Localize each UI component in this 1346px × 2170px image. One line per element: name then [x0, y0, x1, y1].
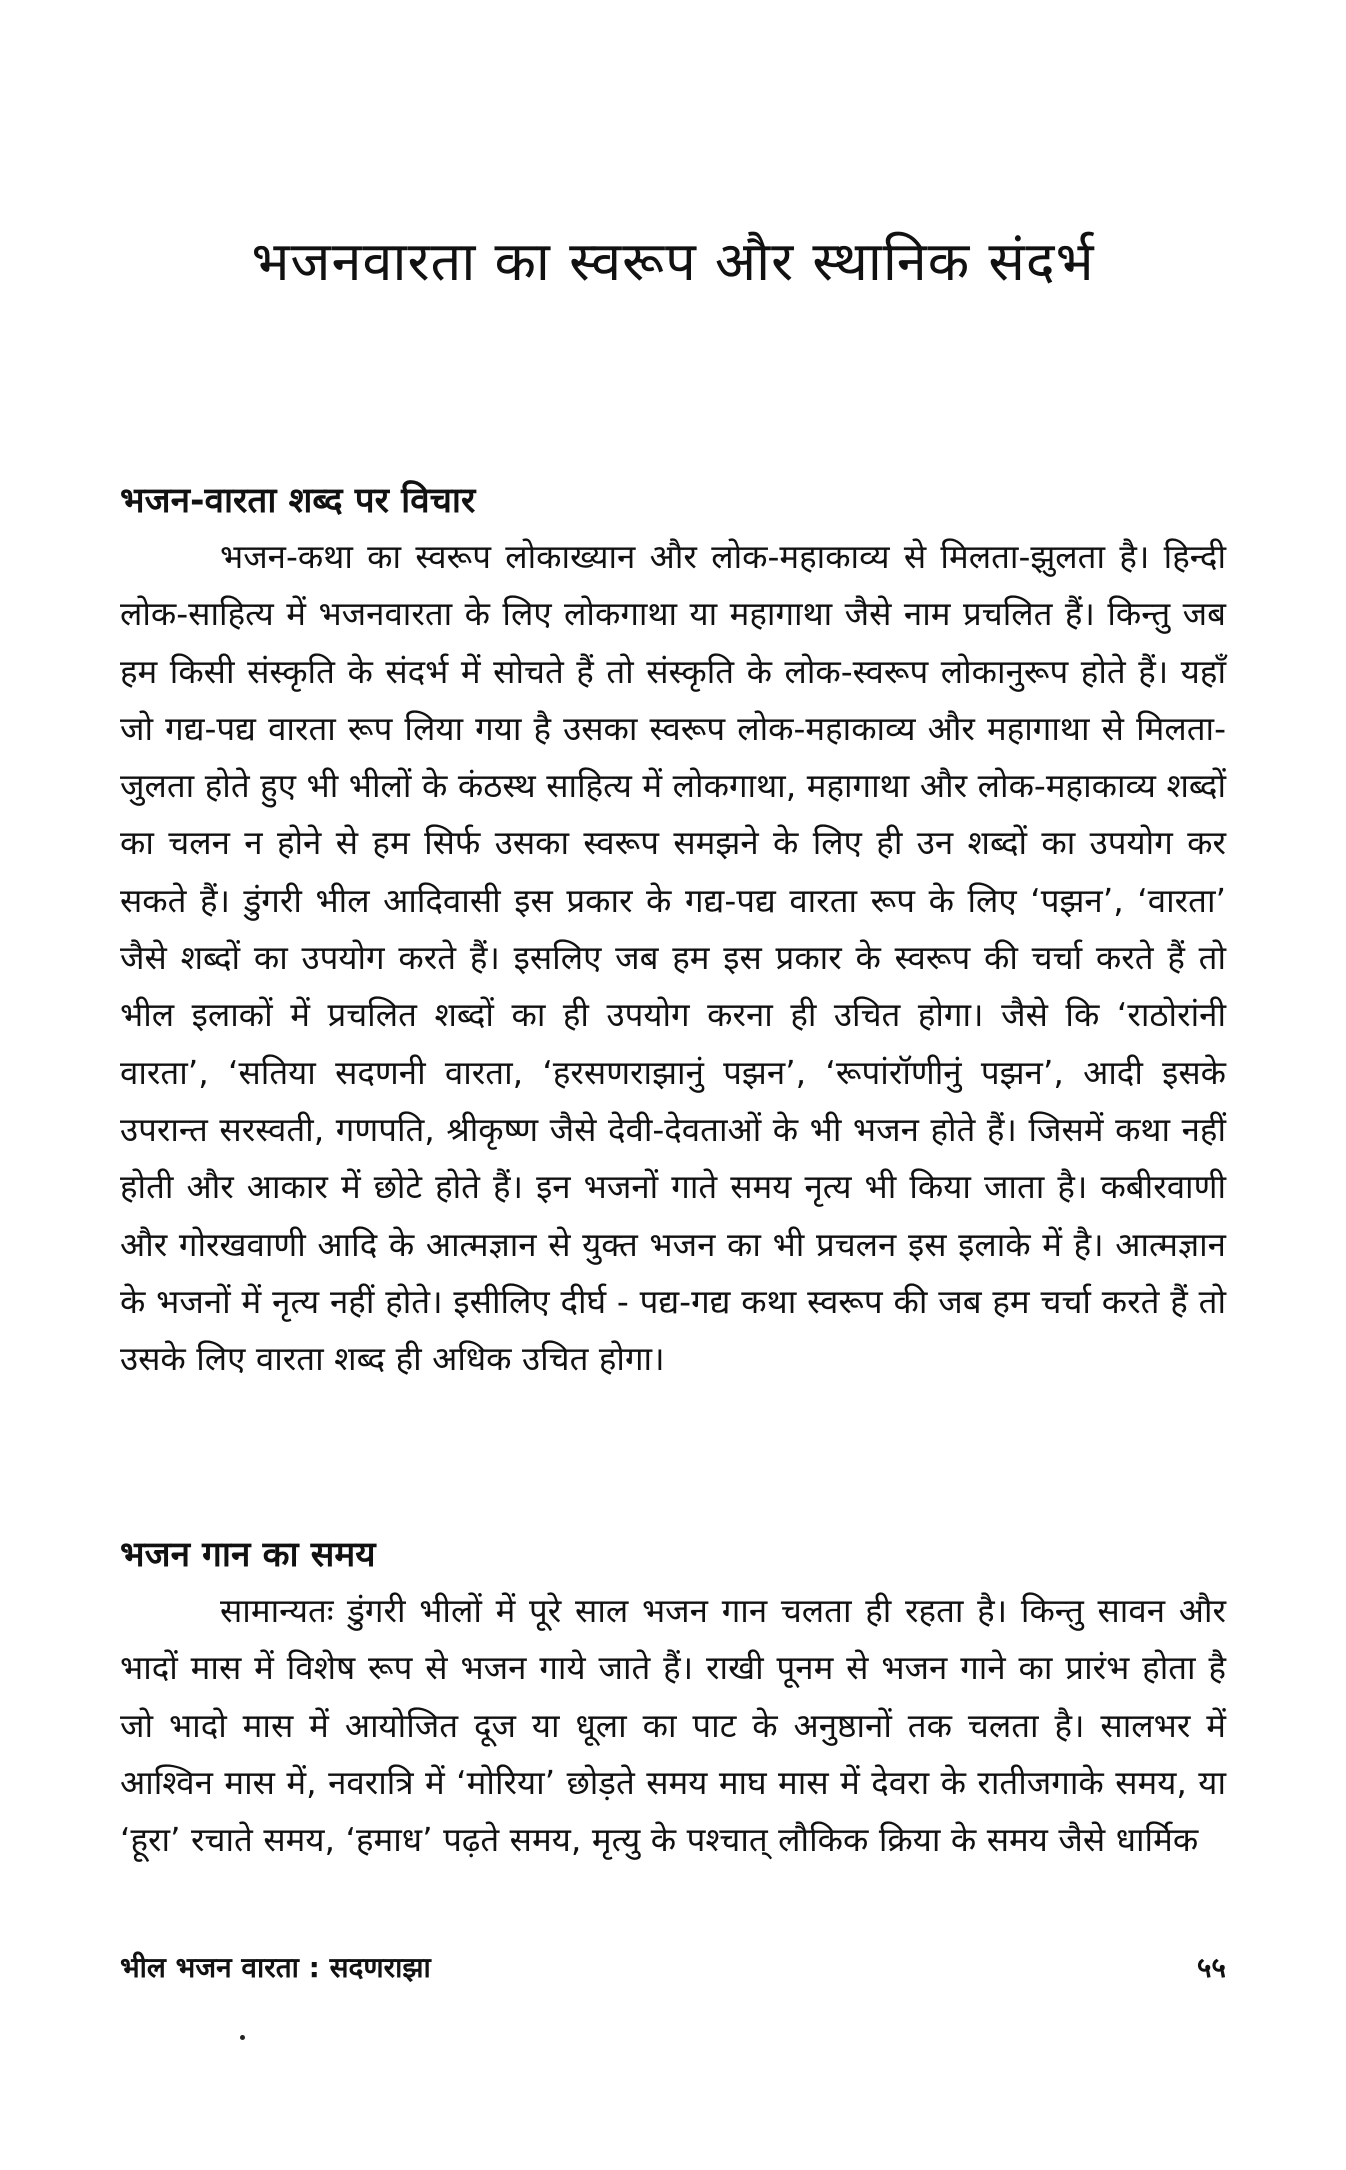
- section-paragraph: सामान्यतः डुंगरी भीलों में पूरे साल भजन गान चलता ही रहता है। किन्तु सावन और भादों मास में विशेष रूप से भजन गाये जाते हैं। राखी पूनम से भजन गाने का प्रारंभ होता है जो भादो मास में आयोजित दूज या धूला का पाट के अनुष्ठानों तक चलता है। सालभर में आश्विन मास में, नवरात्रि में ‘मोरिया’ छोड़ते समय माघ मास में देवरा के रातीजगाके समय, या ‘हूरा’ रचाते समय, ‘हमाध’ पढ़ते समय, मृत्यु के पश्चात् लौकिक क्रिया के समय जैसे धार्मिक: [120, 1591, 1226, 1860]
- page-number: ५५: [1196, 1951, 1226, 1984]
- section-paragraph: भजन-कथा का स्वरूप लोकाख्यान और लोक-महाकाव्य से मिलता-झुलता है। हिन्दी लोक-साहित्य में भजनवारता के लिए लोकगाथा या महागाथा जैसे नाम प्रचलित हैं। किन्तु जब हम किसी संस्कृति के संदर्भ में सोचते हैं तो संस्कृति के लोक-स्वरूप लोकानुरूप होते हैं। यहाँ जो गद्य-पद्य वारता रूप लिया गया है उसका स्वरूप लोक-महाकाव्य और महागाथा से मिलता-जुलता होते हुए भी भीलों के कंठस्थ साहित्य में लोकगाथा, महागाथा और लोक-महाकाव्य शब्दों का चलन न होने से हम सिर्फ उसका स्वरूप समझने के लिए ही उन शब्दों का उपयोग कर सकते हैं। डुंगरी भील आदिवासी इस प्रकार के गद्य-पद्य वारता रूप के लिए ‘पझन’, ‘वारता’ जैसे शब्दों का उपयोग करते हैं। इसलिए जब हम इस प्रकार के स्वरूप की चर्चा करते हैं तो भील इलाकों में प्रचलित शब्दों का ही उपयोग करना ही उचित होगा। जैसे कि ‘राठोरांनी वारता’, ‘सतिया सदणनी वारता, ‘हरसणराझानुं पझन’, ‘रूपांरॉणीनुं पझन’, आदी इसके उपरान्त सरस्वती, गणपति, श्रीकृष्ण जैसे देवी-देवताओं के भी भजन होते हैं। जिसमें कथा नहीं होती और आकार में छोटे होते हैं। इन भजनों गाते समय नृत्य भी किया जाता है। कबीरवाणी और गोरखवाणी आदि के आत्मज्ञान से युक्त भजन का भी प्रचलन इस इलाके में है। आत्मज्ञान के भजनों में नृत्य नहीं होते। इसीलिए दीर्घ - पद्य-गद्य कथा स्वरूप की जब हम चर्चा करते हैं तो उसके लिए वारता शब्द ही अधिक उचित होगा।: [120, 537, 1226, 1379]
- section-heading: भजन गान का समय: [120, 1535, 376, 1575]
- section-bhajan-varta-word: [120, 474, 1226, 1387]
- chapter-title: भजनवारता का स्वरूप और स्थानिक संदर्भ: [251, 230, 1095, 293]
- section-bhajan-time: [120, 1528, 1226, 1868]
- print-speck: [240, 2035, 245, 2040]
- section-heading: भजन-वारता शब्द पर विचार: [120, 481, 476, 521]
- running-title: भील भजन वारता : सदणराझा: [120, 1951, 431, 1984]
